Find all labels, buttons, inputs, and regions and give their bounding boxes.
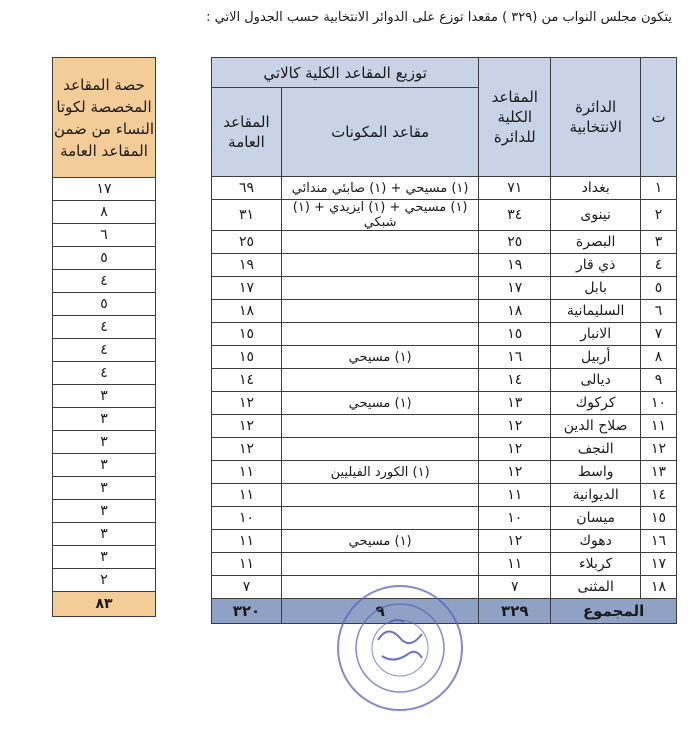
cell-general: ١١ <box>212 553 282 576</box>
cell-district: البصرة <box>551 231 641 254</box>
cell-general: ١٥ <box>212 346 282 369</box>
cell-district: الديوانية <box>551 484 641 507</box>
quota-row <box>53 500 156 523</box>
cell-quota: ٥ <box>53 293 156 316</box>
cell-general: ٢٥ <box>212 231 282 254</box>
cell-total: ١١ <box>479 484 551 507</box>
cell-num: ٦ <box>641 300 677 323</box>
cell-general: ١٨ <box>212 300 282 323</box>
cell-district: المثنى <box>551 576 641 599</box>
cell-district: ديالى <box>551 369 641 392</box>
cell-num: ١٦ <box>641 530 677 553</box>
cell-district: صلاح الدين <box>551 415 641 438</box>
cell-num: ١٠ <box>641 392 677 415</box>
cell-quota: ٤ <box>53 316 156 339</box>
totals-quota: ٨٣ <box>53 592 156 617</box>
cell-num: ١٤ <box>641 484 677 507</box>
header-district: الدائرة الانتخابية <box>551 58 641 177</box>
quota-row <box>53 523 156 546</box>
table-row <box>212 553 677 576</box>
cell-general: ١١ <box>212 530 282 553</box>
cell-components <box>281 277 478 300</box>
cell-components <box>281 231 478 254</box>
cell-quota: ٣ <box>53 408 156 431</box>
totals-general: ٣٢٠ <box>212 599 282 624</box>
cell-total: ١٥ <box>479 323 551 346</box>
quota-row <box>53 454 156 477</box>
quota-totals-row <box>53 592 156 617</box>
cell-district: السليمانية <box>551 300 641 323</box>
cell-components: (١) مسيحي <box>281 392 478 415</box>
cell-quota: ٢ <box>53 569 156 592</box>
quota-row <box>53 362 156 385</box>
quota-row <box>53 316 156 339</box>
table-row <box>212 369 677 392</box>
table-row <box>212 346 677 369</box>
quota-row <box>53 270 156 293</box>
cell-quota: ١٧ <box>53 178 156 201</box>
cell-general: ١٠ <box>212 507 282 530</box>
cell-general: ١٢ <box>212 438 282 461</box>
quota-row <box>53 247 156 270</box>
cell-num: ٣ <box>641 231 677 254</box>
cell-num: ١٢ <box>641 438 677 461</box>
cell-district: كركوك <box>551 392 641 415</box>
cell-quota: ٣ <box>53 454 156 477</box>
cell-num: ٧ <box>641 323 677 346</box>
cell-quota: ٣ <box>53 431 156 454</box>
cell-quota: ٤ <box>53 339 156 362</box>
quota-row <box>53 293 156 316</box>
cell-quota: ٣ <box>53 385 156 408</box>
table-row <box>212 530 677 553</box>
cell-num: ١٣ <box>641 461 677 484</box>
cell-components <box>281 369 478 392</box>
table-row <box>212 300 677 323</box>
cell-district: الانبار <box>551 323 641 346</box>
cell-total: ٧ <box>479 576 551 599</box>
table-row <box>212 323 677 346</box>
cell-total: ١٢ <box>479 530 551 553</box>
header-distribution: توزيع المقاعد الكلية كالاتي <box>212 58 479 88</box>
cell-total: ١٤ <box>479 369 551 392</box>
quota-row <box>53 477 156 500</box>
cell-total: ١٨ <box>479 300 551 323</box>
cell-num: ١٧ <box>641 553 677 576</box>
cell-quota: ٤ <box>53 362 156 385</box>
cell-components <box>281 553 478 576</box>
cell-district: بابل <box>551 277 641 300</box>
header-components: مقاعد المكونات <box>281 88 478 177</box>
cell-quota: ٣ <box>53 500 156 523</box>
cell-total: ١٦ <box>479 346 551 369</box>
cell-quota: ٣ <box>53 546 156 569</box>
table-row <box>212 231 677 254</box>
cell-general: ١٩ <box>212 254 282 277</box>
cell-district: نينوى <box>551 200 641 231</box>
table-row <box>212 200 677 231</box>
cell-num: ٩ <box>641 369 677 392</box>
totals-total: ٣٢٩ <box>479 599 551 624</box>
quota-row <box>53 178 156 201</box>
cell-components: (١) مسيحي <box>281 346 478 369</box>
cell-quota: ٣ <box>53 477 156 500</box>
header-num: ت <box>641 58 677 177</box>
table-row <box>212 177 677 200</box>
cell-num: ١٥ <box>641 507 677 530</box>
cell-district: بغداد <box>551 177 641 200</box>
table-row <box>212 254 677 277</box>
cell-components <box>281 484 478 507</box>
cell-components <box>281 438 478 461</box>
quota-row <box>53 546 156 569</box>
cell-quota: ٥ <box>53 247 156 270</box>
cell-general: ١٥ <box>212 323 282 346</box>
cell-total: ١٣ <box>479 392 551 415</box>
cell-num: ٨ <box>641 346 677 369</box>
cell-total: ١٠ <box>479 507 551 530</box>
table-row <box>212 415 677 438</box>
cell-district: النجف <box>551 438 641 461</box>
table-row <box>212 438 677 461</box>
cell-district: دهوك <box>551 530 641 553</box>
cell-general: ٦٩ <box>212 177 282 200</box>
cell-num: ٢ <box>641 200 677 231</box>
cell-components <box>281 415 478 438</box>
table-row <box>212 507 677 530</box>
cell-num: ١١ <box>641 415 677 438</box>
quota-row <box>53 339 156 362</box>
cell-general: ١٢ <box>212 392 282 415</box>
header-total: المقاعد الكلية للدائرة <box>479 58 551 177</box>
totals-label: المجموع <box>551 599 677 624</box>
cell-components: (١) مسيحي + (١) ايزيدي + (١) شبكي <box>281 200 478 231</box>
cell-total: ١٧ <box>479 277 551 300</box>
cell-components: (١) مسيحي + (١) صابئي مندائي <box>281 177 478 200</box>
table-row <box>212 392 677 415</box>
cell-general: ١٢ <box>212 415 282 438</box>
cell-total: ١٩ <box>479 254 551 277</box>
table-row <box>212 277 677 300</box>
cell-components <box>281 507 478 530</box>
header-general: المقاعد العامة <box>212 88 282 177</box>
cell-general: ١٤ <box>212 369 282 392</box>
quota-row <box>53 201 156 224</box>
cell-total: ١٢ <box>479 415 551 438</box>
seat-distribution-table <box>211 57 677 624</box>
intro-text: يتكون مجلس النواب من (٣٢٩ ) مقعدا توزع على الدوائر الانتخابية حسب الجدول الاتي : <box>206 10 672 25</box>
cell-total: ١٢ <box>479 438 551 461</box>
cell-total: ١٢ <box>479 461 551 484</box>
women-quota-table <box>52 57 156 617</box>
cell-total: ٧١ <box>479 177 551 200</box>
table-row <box>212 484 677 507</box>
cell-general: ٣١ <box>212 200 282 231</box>
cell-num: ٥ <box>641 277 677 300</box>
cell-district: كربلاء <box>551 553 641 576</box>
table-row <box>212 461 677 484</box>
quota-row <box>53 431 156 454</box>
quota-row <box>53 224 156 247</box>
cell-components <box>281 323 478 346</box>
cell-quota: ٨ <box>53 201 156 224</box>
quota-row <box>53 408 156 431</box>
totals-components: ٩ <box>281 599 478 624</box>
cell-general: ١٧ <box>212 277 282 300</box>
cell-components <box>281 254 478 277</box>
cell-total: ٢٥ <box>479 231 551 254</box>
cell-components <box>281 300 478 323</box>
quota-row <box>53 569 156 592</box>
cell-district: ميسان <box>551 507 641 530</box>
cell-quota: ٣ <box>53 523 156 546</box>
cell-total: ١١ <box>479 553 551 576</box>
cell-num: ١٨ <box>641 576 677 599</box>
cell-district: ذي قار <box>551 254 641 277</box>
quota-row <box>53 385 156 408</box>
cell-num: ١ <box>641 177 677 200</box>
cell-quota: ٤ <box>53 270 156 293</box>
cell-components: (١) الكورد الفيليين <box>281 461 478 484</box>
cell-components: (١) مسيحي <box>281 530 478 553</box>
cell-quota: ٦ <box>53 224 156 247</box>
header-quota: حصة المقاعد المخصصة لكوتا النساء من ضمن المقاعد العامة <box>53 58 156 178</box>
cell-num: ٤ <box>641 254 677 277</box>
cell-district: أربيل <box>551 346 641 369</box>
stamp-seal <box>334 582 466 714</box>
cell-total: ٣٤ <box>479 200 551 231</box>
cell-general: ٧ <box>212 576 282 599</box>
cell-general: ١١ <box>212 461 282 484</box>
cell-general: ١١ <box>212 484 282 507</box>
cell-district: واسط <box>551 461 641 484</box>
